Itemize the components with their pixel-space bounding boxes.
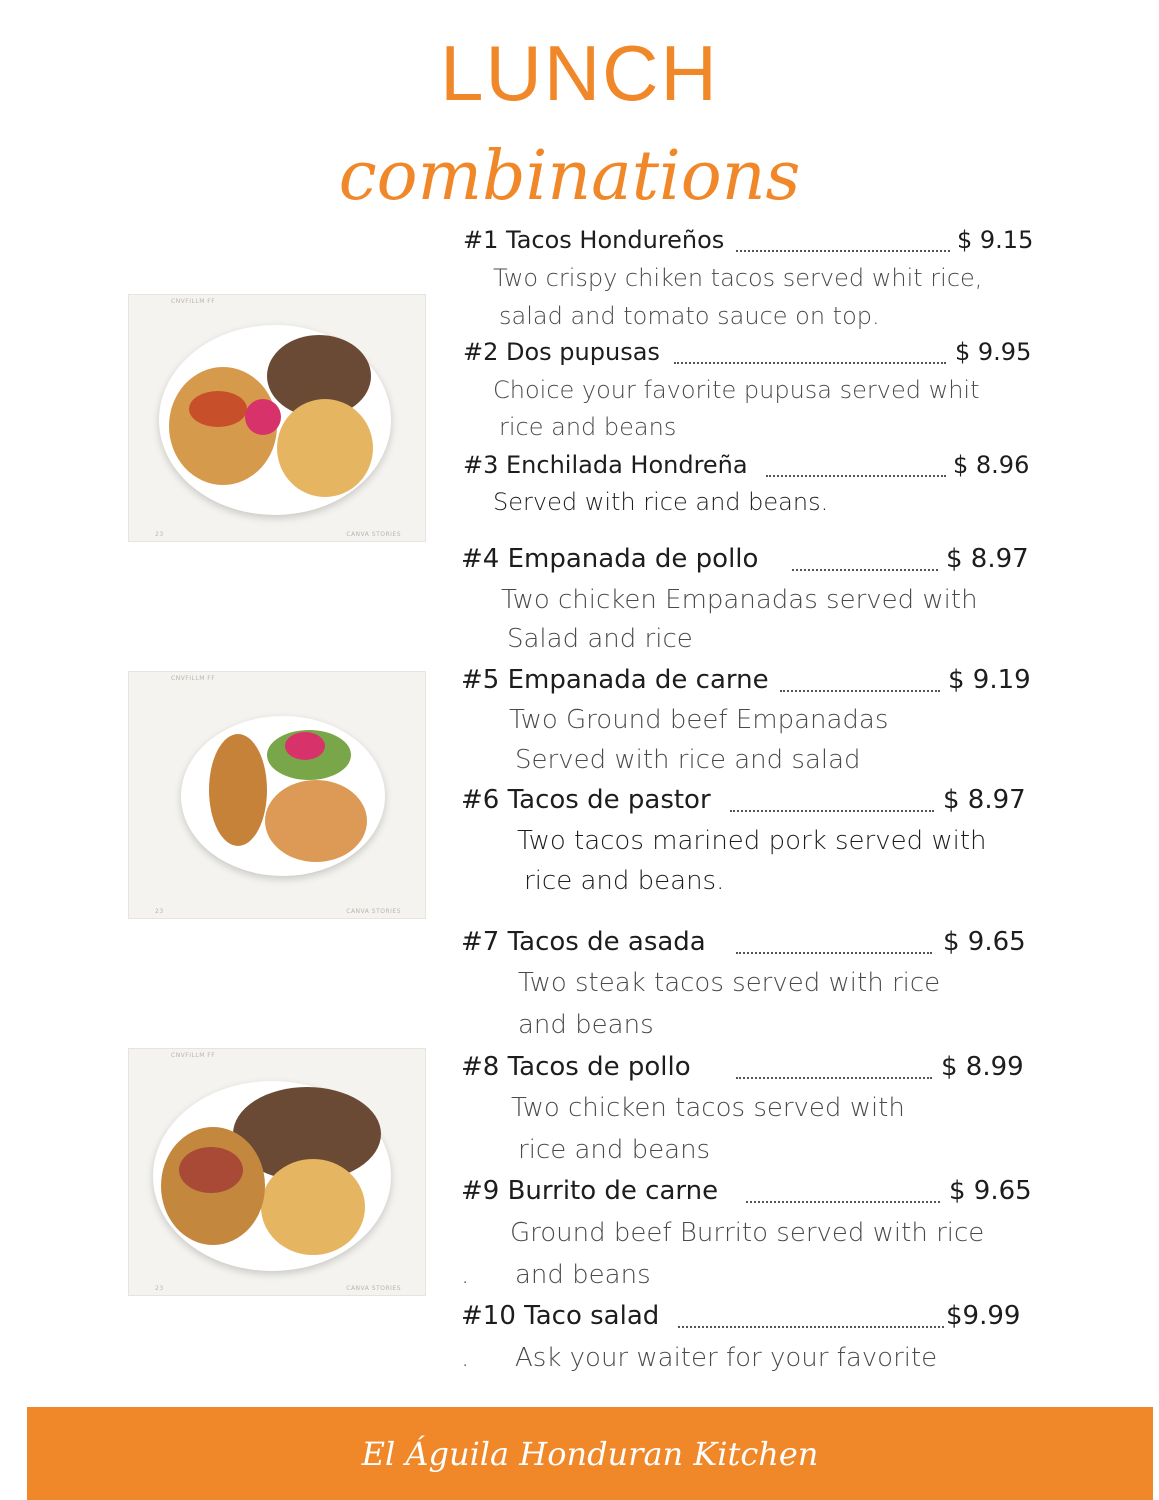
menu-item-name: #10 Taco salad [461, 1301, 660, 1331]
restaurant-name: El Águila Honduran Kitchen [361, 1435, 819, 1473]
menu-item-price: $ 9.65 [949, 1176, 1032, 1206]
photo-strip-bottom-label: CANVA STORIES [346, 531, 401, 538]
menu-item-leader [736, 952, 932, 954]
menu-item-leader [792, 569, 938, 571]
menu-item-leader [766, 475, 946, 477]
menu-item-price: $ 9.95 [955, 338, 1032, 366]
menu-item-description: Salad and rice [507, 624, 693, 654]
page-subtitle: combinations [338, 137, 801, 216]
pickled-onion [285, 732, 325, 760]
menu-item-description: rice and beans [518, 1135, 711, 1165]
menu-item-price: $9.99 [946, 1301, 1021, 1331]
menu-item-description: Two tacos marined pork served with [517, 826, 987, 856]
plate-image [153, 1081, 391, 1271]
menu-item-name: #7 Tacos de asada [461, 927, 706, 957]
rice [261, 1159, 365, 1255]
pickled-onion [245, 399, 281, 435]
menu-item-leader [730, 810, 934, 812]
menu-item-description: Served with rice and salad [515, 745, 861, 775]
menu-item-price: $ 8.96 [953, 451, 1030, 479]
food-photo-3 [128, 1048, 426, 1296]
menu-item-description: Ground beef Burrito served with rice [510, 1218, 985, 1248]
photo-strip-bottom-number: 23 [155, 1285, 164, 1292]
menu-item-description-prefix: . [461, 1343, 470, 1373]
menu-item-price: $ 8.97 [943, 785, 1026, 815]
food-photo-1 [128, 294, 426, 542]
pico-de-gallo [179, 1147, 243, 1193]
menu-item-description: Two crispy chiken tacos served whit rice, [493, 264, 983, 292]
menu-item-description: Two chicken tacos served with [511, 1093, 905, 1123]
menu-item-description: Choice your favorite pupusa served whit [493, 376, 980, 404]
menu-item-leader [780, 690, 940, 692]
photo-strip-bottom-number: 23 [155, 531, 164, 538]
menu-item-description: Two steak tacos served with rice [518, 968, 941, 998]
menu-item-price: $ 9.19 [948, 665, 1031, 695]
photo-strip-bottom-number: 23 [155, 908, 164, 915]
menu-item-description: Two chicken Empanadas served with [501, 585, 978, 615]
menu-item-description: salad and tomato sauce on top. [499, 302, 880, 330]
menu-item-description: and beans [515, 1260, 651, 1290]
plate-image [159, 325, 391, 515]
menu-item-description-prefix: . [461, 1260, 470, 1290]
footer-banner [27, 1407, 1153, 1500]
menu-item-description: Two Ground beef Empanadas [509, 705, 889, 735]
menu-item-leader [746, 1201, 940, 1203]
menu-item-leader [736, 1077, 932, 1079]
photo-strip-bottom-label: CANVA STORIES [346, 1285, 401, 1292]
photo-strip-top-label: CNVFILLM FF [171, 1052, 216, 1059]
photo-strip-top-label: CNVFILLM FF [171, 298, 216, 305]
menu-item-leader [736, 250, 950, 252]
plate-image [181, 716, 385, 876]
menu-item-name: #4 Empanada de pollo [461, 544, 759, 574]
menu-item-price: $ 9.15 [957, 226, 1034, 254]
menu-item-description: rice and beans [499, 413, 677, 441]
menu-item-description: Served with rice and beans. [493, 488, 829, 516]
menu-item-name: #3 Enchilada Hondreña [463, 451, 748, 479]
menu-item-leader [674, 362, 946, 364]
menu-item-description: rice and beans. [524, 866, 725, 896]
menu-item-description: Ask your waiter for your favorite [515, 1343, 938, 1373]
menu-item-price: $ 8.99 [941, 1052, 1024, 1082]
menu-item-name: #1 Tacos Hondureños [463, 226, 725, 254]
menu-item-name: #8 Tacos de pollo [461, 1052, 691, 1082]
menu-item-price: $ 9.65 [943, 927, 1026, 957]
menu-item-description: and beans [518, 1010, 654, 1040]
empanadas [209, 734, 267, 846]
menu-item-name: #6 Tacos de pastor [461, 785, 711, 815]
food-photo-2 [128, 671, 426, 919]
menu-item-price: $ 8.97 [946, 544, 1029, 574]
menu-item-name: #9 Burrito de carne [461, 1176, 719, 1206]
rice [265, 780, 367, 862]
menu-item-name: #5 Empanada de carne [461, 665, 769, 695]
rice [277, 399, 373, 497]
photo-strip-top-label: CNVFILLM FF [171, 675, 216, 682]
page-title: LUNCH [440, 29, 719, 117]
photo-strip-bottom-label: CANVA STORIES [346, 908, 401, 915]
menu-item-name: #2 Dos pupusas [463, 338, 660, 366]
sauce [189, 391, 247, 427]
menu-item-leader [678, 1326, 944, 1328]
